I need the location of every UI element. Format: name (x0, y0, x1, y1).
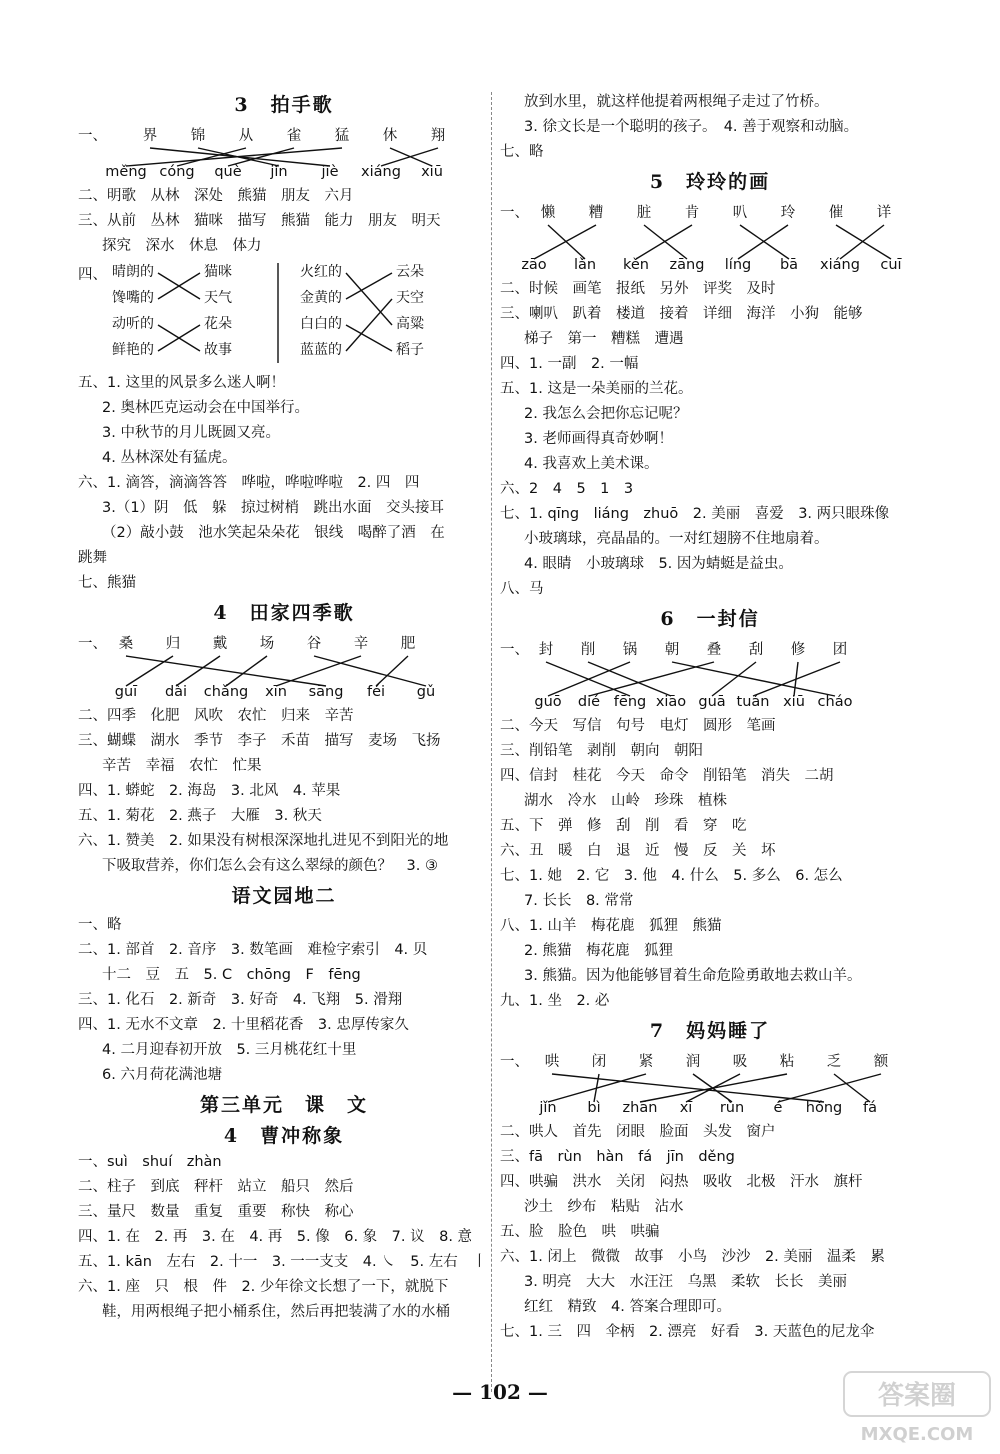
yuwen-q3: 三、1. 化石 2. 新奇 3. 好奇 4. 飞翔 5. 滑翔 (78, 992, 403, 1008)
lesson-4-q6-cont: 下吸取营养，你们怎么会有这么翠绿的颜色？ 3. ③ (102, 858, 438, 874)
match-character: 谷 (306, 636, 322, 652)
match-pinyin: fá (863, 1100, 877, 1116)
match-character: 界 (142, 128, 158, 144)
yuwen-q4: 四、1. 无水不文章 2. 十里稻花香 3. 忠厚传家久 (78, 1017, 409, 1033)
match-character: 锅 (622, 642, 638, 658)
lesson-3-q2: 二、明歌 从林 深处 熊猫 朋友 六月 (78, 188, 354, 204)
match-pinyin: xiáng (820, 257, 860, 273)
lesson-4-q3: 三、蝴蝶 湖水 季节 李子 禾苗 描写 麦场 飞扬 (78, 733, 441, 749)
lesson-4-title: 4 田家四季歌 (213, 602, 355, 624)
match-pinyin: cháo (817, 694, 853, 710)
lesson-3-q6: 六、1. 滴答，滴滴答答 哗啦，哗啦哗啦 2. 四 四 (78, 475, 420, 491)
match-character: 削 (580, 642, 596, 658)
yuwen-yuandi-title: 语文园地二 (231, 885, 337, 907)
match-character: 额 (873, 1054, 889, 1070)
question-number: 一、 (78, 128, 107, 144)
match-pinyin: xiū (421, 164, 443, 180)
question-number: 一、 (500, 642, 529, 658)
lesson-5-q5-3: 3. 老师画得真奇妙啊！ (524, 431, 673, 447)
match-pinyin: rùn (719, 1100, 745, 1116)
match-pinyin: gǔ (416, 684, 436, 700)
lesson-6-q4: 四、信封 桂花 今天 命令 削铅笔 消失 二胡 (500, 768, 834, 784)
match-character: 修 (790, 642, 806, 658)
match-adjective: 火红的 (300, 264, 342, 280)
match-character: 吸 (732, 1054, 748, 1070)
match-pinyin: chǎng (203, 684, 249, 700)
lesson-3-q6-3c: 跳舞 (78, 550, 107, 566)
lesson-4-q1-matching (78, 630, 490, 704)
match-pinyin: dài (164, 684, 188, 700)
match-adjective: 金黄的 (300, 290, 342, 306)
match-character: 糟 (588, 205, 604, 221)
match-pinyin: cuī (880, 257, 902, 273)
lesson-4-q3-cont: 辛苦 幸福 农忙 忙果 (102, 758, 262, 774)
match-adjective: 馋嘴的 (112, 290, 154, 306)
lesson-3-q5-3: 3. 中秋节的月儿既圆又亮。 (102, 425, 280, 441)
lesson-3-q5-4: 4. 丛林深处有猛虎。 (102, 450, 237, 466)
lesson-7-q4-cont: 沙土 纱布 粘贴 沾水 (524, 1199, 684, 1215)
match-character: 懒 (540, 205, 556, 221)
lesson-7-q6-3: 3. 明亮 大大 水汪汪 乌黑 柔软 长长 美丽 (524, 1274, 847, 1290)
watermark-top-text: 答案圈 (877, 1381, 957, 1411)
match-lines (500, 1048, 920, 1124)
page-number: — 102 — (452, 1380, 548, 1404)
match-noun: 花朵 (204, 316, 232, 332)
lesson-5-q7: 七、1. qīng liáng zhuō 2. 美丽 喜爱 3. 两只眼珠像 (500, 506, 890, 522)
lesson-3-q5-2: 2. 奥林匹克运动会在中国举行。 (102, 400, 309, 416)
lesson-6-q2: 二、今天 写信 句号 电灯 圆形 笔画 (500, 718, 776, 734)
question-number: 一、 (78, 636, 107, 652)
yuwen-q1: 一、略 (78, 917, 122, 933)
match-character: 雀 (286, 128, 302, 144)
match-character: 猛 (334, 128, 350, 144)
lesson-3-q3: 三、从前 丛林 猫咪 描写 熊猫 能力 朋友 明天 (78, 213, 441, 229)
lesson-7-q4: 四、哄骗 洪水 关闭 闷热 吸收 北极 汗水 旗杆 (500, 1174, 863, 1190)
match-character: 桑 (118, 636, 134, 652)
match-character: 玲 (780, 205, 796, 221)
watermark-logo (842, 1368, 992, 1448)
unit-3-title: 第三单元 课 文 (199, 1094, 368, 1116)
match-pinyin: xiāo (655, 694, 687, 710)
match-line (226, 656, 267, 686)
lesson-5-q1-matching (500, 199, 920, 277)
lesson-5-q3-cont: 梯子 第一 糟糕 遭遇 (524, 331, 684, 347)
lesson-4b-q7: 七、略 (500, 144, 544, 160)
match-line (346, 273, 392, 325)
match-character: 翔 (430, 128, 446, 144)
yuwen-q4-cont2: 6. 六月荷花满池塘 (102, 1067, 222, 1083)
match-character: 锦 (190, 128, 206, 144)
match-adjective: 晴朗的 (112, 264, 154, 280)
lesson-6-title: 6 一封信 (660, 608, 760, 630)
lesson-7-q1-matching (500, 1048, 920, 1120)
lesson-7-q6: 六、1. 闭上 微微 故事 小鸟 沙沙 2. 美丽 温柔 累 (500, 1249, 885, 1265)
lesson-6-q3: 三、削铅笔 剥削 朝向 朝阳 (500, 743, 703, 759)
match-pinyin: guō (534, 694, 562, 710)
match-character: 休 (382, 128, 398, 144)
lesson-6-q6: 六、丑 暖 白 退 近 慢 反 关 坏 (500, 843, 776, 859)
lesson-6-q8-3: 3. 熊猫。因为他能够冒着生命危险勇敢地去救山羊。 (524, 968, 862, 984)
match-pinyin: bì (587, 1100, 601, 1116)
yuwen-q2-cont: 十二 豆 五 5. C chōng F fēng (102, 967, 361, 983)
lesson-4b-q3: 三、量尺 数量 重复 重要 称快 称心 (78, 1204, 354, 1220)
lesson-3-q3-cont: 探究 深水 休息 体力 (102, 238, 262, 254)
lesson-5-q3: 三、喇叭 趴着 楼道 接着 详细 海洋 小狗 能够 (500, 306, 863, 322)
lesson-4b-q6-cont2: 放到水里，就这样他提着两根绳子走过了竹桥。 (524, 94, 829, 110)
question-number: 一、 (500, 205, 529, 221)
match-line (548, 225, 585, 259)
match-character: 粘 (779, 1054, 795, 1070)
match-pinyin: guī (114, 684, 138, 700)
match-noun: 故事 (204, 342, 232, 358)
lesson-4b-q6-cont: 鞋，用两根绳子把小桶系住，然后再把装满了水的水桶 (102, 1304, 450, 1320)
match-line (126, 656, 326, 686)
match-line (376, 656, 408, 686)
lesson-4b-q5: 五、1. kān 左右 2. 十一 3. 一一支支 4. ㇏ 5. 左右 丨 (78, 1254, 487, 1270)
lesson-7-q2: 二、哄人 首先 闭眼 脸面 头发 窗户 (500, 1124, 776, 1140)
match-adjective: 动听的 (112, 316, 154, 332)
lesson-5-q4: 四、1. 一副 2. 一幅 (500, 356, 639, 372)
match-noun: 高粱 (396, 316, 424, 332)
match-line (644, 225, 687, 259)
match-line (276, 656, 361, 686)
lesson-3-title: 3 拍手歌 (234, 94, 334, 116)
match-character: 归 (165, 636, 181, 652)
match-pinyin: sāng (308, 684, 344, 700)
lesson-3-q7: 七、熊猫 (78, 575, 136, 591)
match-character: 朝 (664, 642, 680, 658)
watermark-bottom-text: MXQE.COM (860, 1424, 974, 1445)
match-adjective: 鲜艳的 (112, 342, 154, 358)
match-pinyin: kěn (623, 257, 649, 273)
match-pinyin: é (773, 1100, 783, 1116)
match-pinyin: líng (724, 257, 752, 273)
match-line (589, 662, 714, 696)
lesson-4b-q1: 一、suì shuí zhàn (78, 1154, 222, 1170)
question-number: 四、 (78, 267, 107, 283)
match-pinyin: jiè (321, 164, 339, 180)
match-pinyin: dié (577, 694, 601, 710)
match-pinyin: jǐn (270, 164, 288, 180)
match-noun: 天气 (204, 290, 232, 306)
match-pinyin: què (214, 164, 242, 180)
question-number: 一、 (500, 1054, 529, 1070)
match-line (753, 662, 840, 696)
yuwen-q2: 二、1. 部首 2. 音序 3. 数笔画 难检字索引 4. 贝 (78, 942, 428, 958)
lesson-3-q4-matching (78, 259, 490, 371)
yuwen-q4-cont1: 4. 二月迎春初开放 5. 三月桃花红十里 (102, 1042, 357, 1058)
match-pinyin: měng (105, 164, 147, 180)
lesson-7-q6-cont: 红红 精致 4. 答案合理即可。 (524, 1299, 731, 1315)
match-line (640, 1074, 787, 1102)
match-character: 详 (876, 205, 892, 221)
page-number-value: 102 (479, 1380, 521, 1404)
lesson-6-q8: 八、1. 山羊 梅花鹿 狐狸 熊猫 (500, 918, 722, 934)
match-pinyin: tuán (736, 694, 770, 710)
match-line (836, 225, 891, 259)
match-character: 肯 (684, 205, 700, 221)
lesson-3-q5-1: 五、1. 这里的风景多么迷人啊！ (78, 375, 285, 391)
match-noun: 猫咪 (204, 264, 232, 280)
match-noun: 云朵 (396, 264, 424, 280)
match-pinyin: bā (779, 257, 799, 273)
column-divider (491, 92, 492, 1392)
match-adjective: 白白的 (300, 316, 342, 332)
lesson-5-q5-2: 2. 我怎么会把你忘记呢？ (524, 406, 688, 422)
lesson-5-q6: 六、2 4 5 1 3 (500, 481, 634, 497)
match-pinyin: xīn (265, 684, 287, 700)
lesson-7-q7: 七、1. 三 四 伞柄 2. 漂亮 好看 3. 天蓝色的尼龙伞 (500, 1324, 875, 1340)
left-column (78, 88, 490, 1325)
match-character: 乏 (826, 1054, 842, 1070)
match-character: 肥 (400, 636, 416, 652)
match-character: 脏 (636, 205, 652, 221)
match-character: 刮 (748, 642, 764, 658)
match-adjective: 蓝蓝的 (300, 342, 342, 358)
lesson-4-q2: 二、四季 化肥 风吹 农忙 归来 辛苦 (78, 708, 354, 724)
lesson-4b-q6-3-4: 3. 徐文长是一个聪明的孩子。 4. 善于观察和动脑。 (524, 119, 859, 135)
match-line (314, 656, 426, 686)
lesson-6-q5: 五、下 弹 修 刮 削 看 穿 吃 (500, 818, 747, 834)
lesson-4-q4: 四、1. 蟒蛇 2. 海岛 3. 北风 4. 苹果 (78, 783, 341, 799)
match-line (534, 225, 596, 259)
match-noun: 天空 (396, 290, 424, 306)
match-character: 封 (538, 642, 554, 658)
lesson-4b-q2: 二、柱子 到底 秤杆 站立 船只 然后 (78, 1179, 354, 1195)
lesson-6-q4-cont: 湖水 冷水 山岭 珍珠 植株 (524, 793, 727, 809)
match-character: 闭 (591, 1054, 607, 1070)
lesson-6-q9: 九、1. 坐 2. 必 (500, 993, 610, 1009)
match-pinyin: lǎn (573, 257, 597, 273)
lesson-5-q7-4-5: 4. 眼睛 小玻璃球 5. 因为蜻蜓是益虫。 (524, 556, 793, 572)
lesson-7-title: 7 妈妈睡了 (649, 1020, 771, 1042)
lesson-5-q8: 八、马 (500, 581, 544, 597)
match-pinyin: zhān (622, 1100, 658, 1116)
match-character: 场 (259, 636, 275, 652)
match-character: 催 (828, 205, 844, 221)
match-character: 团 (832, 642, 848, 658)
lesson-5-q7-cont: 小玻璃球，亮晶晶的。一对红翅膀不住地扇着。 (524, 531, 829, 547)
match-pinyin: cóng (159, 164, 195, 180)
lesson-3-q1-matching (78, 122, 490, 184)
match-character: 辛 (353, 636, 369, 652)
lesson-3-q6-3b: （2）敲小鼓 池水笑起朵朵花 银线 喝醉了酒 在 (102, 525, 445, 541)
match-line (588, 662, 671, 696)
lesson-5-title: 5 玲玲的画 (649, 171, 771, 193)
lesson-4b-q4: 四、1. 在 2. 再 3. 在 4. 再 5. 像 6. 象 7. 议 8. 意 (78, 1229, 473, 1245)
match-pinyin: xiáng (361, 164, 401, 180)
lesson-4-q5: 五、1. 菊花 2. 燕子 大雁 3. 秋天 (78, 808, 322, 824)
match-character: 紧 (638, 1054, 654, 1070)
lesson-5-q5-1: 五、1. 这是一朵美丽的兰花。 (500, 381, 693, 397)
lesson-7-q3: 三、fā rùn hàn fá jīn děng (500, 1149, 735, 1165)
lesson-4b-title: 4 曹冲称象 (223, 1125, 345, 1147)
lesson-5-q2: 二、时候 画笔 报纸 另外 评奖 及时 (500, 281, 776, 297)
lesson-6-q1-matching (500, 636, 920, 714)
lesson-6-q7-cont: 7. 长长 8. 常常 (524, 893, 634, 909)
match-character: 哄 (544, 1054, 560, 1070)
lesson-3-q6-3a: 3.（1）阴 低 躲 掠过树梢 跳出水面 交头接耳 (102, 500, 445, 516)
match-character: 从 (238, 128, 254, 144)
match-line (346, 299, 392, 351)
match-pinyin: guā (698, 694, 726, 710)
match-pinyin: zāng (669, 257, 705, 273)
right-column (500, 90, 920, 1345)
match-pinyin: féi (366, 684, 386, 700)
lesson-4b-q6: 六、1. 座 只 根 件 2. 少年徐文长想了一下，就脱下 (78, 1279, 449, 1295)
match-pinyin: xiū (783, 694, 805, 710)
match-line (126, 656, 173, 686)
match-line (346, 325, 392, 351)
lesson-6-q7: 七、1. 她 2. 它 3. 他 4. 什么 5. 多么 6. 怎么 (500, 868, 843, 884)
match-line (712, 662, 756, 696)
match-pinyin: zāo (521, 257, 547, 273)
match-line (636, 225, 692, 259)
match-pinyin: hǒng (805, 1100, 843, 1116)
match-line (840, 225, 884, 259)
lesson-7-q5: 五、脸 脸色 哄 哄骗 (500, 1224, 660, 1240)
match-character: 润 (685, 1054, 701, 1070)
match-pinyin: fēng (613, 694, 647, 710)
lesson-4-q6: 六、1. 赞美 2. 如果没有树根深深地扎进见不到阳光的地 (78, 833, 449, 849)
match-character: 戴 (212, 636, 228, 652)
match-character: 叠 (706, 642, 722, 658)
match-line (346, 273, 392, 299)
match-pinyin: xī (679, 1100, 693, 1116)
lesson-5-q5-4: 4. 我喜欢上美术课。 (524, 456, 659, 472)
match-pinyin: jǐn (539, 1100, 557, 1116)
match-line (552, 1074, 824, 1102)
match-noun: 稻子 (396, 342, 424, 358)
match-line (176, 656, 220, 686)
lesson-6-q8-2: 2. 熊猫 梅花鹿 狐狸 (524, 943, 673, 959)
match-character: 叭 (732, 205, 748, 221)
